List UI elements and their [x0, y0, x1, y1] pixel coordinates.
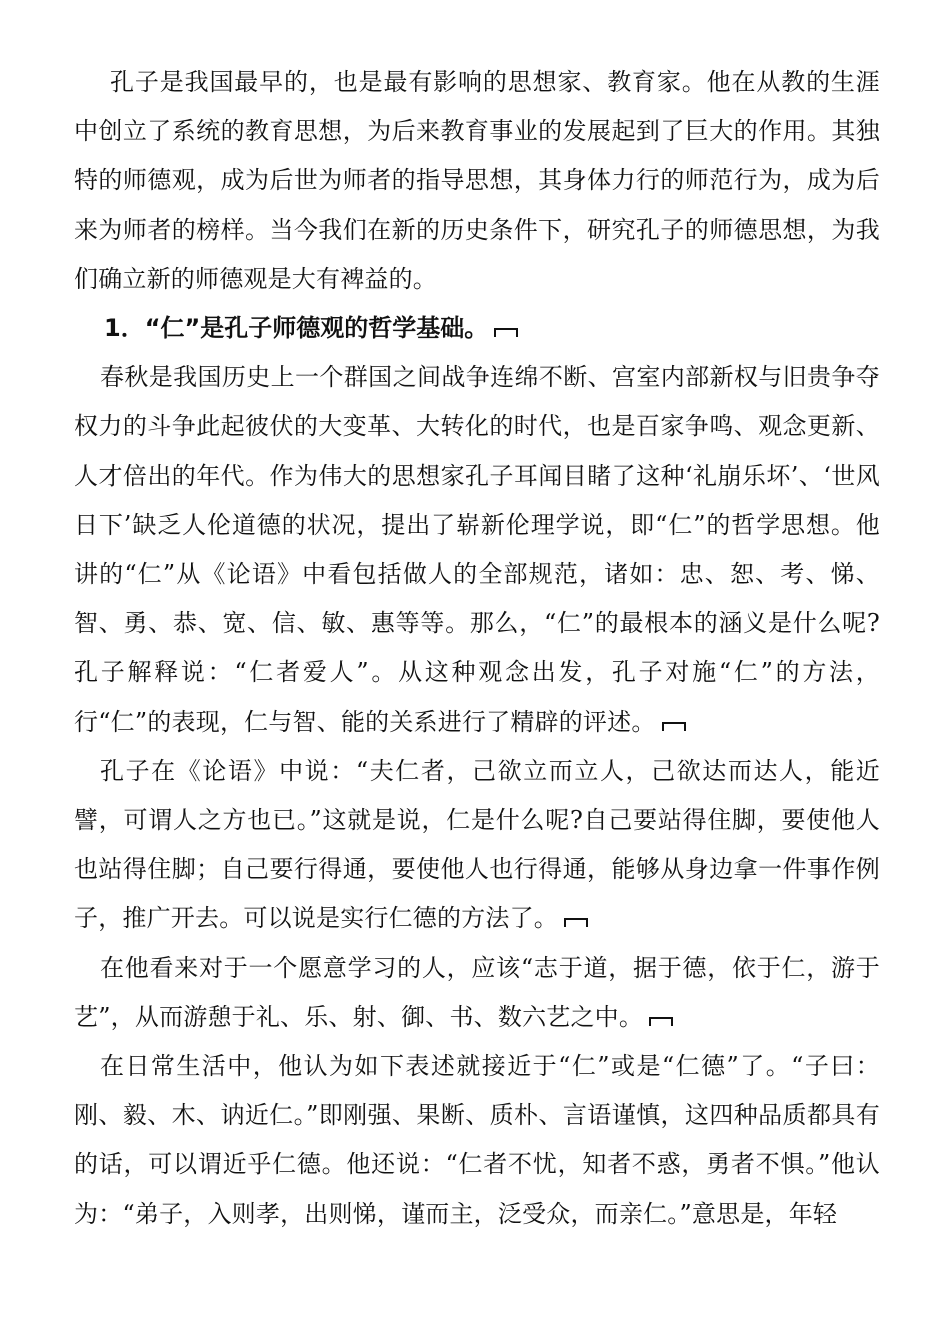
paragraph-learner: [74, 944, 880, 1042]
paragraph-learner-text: 在他看来对于一个愿意学习的人，应该“志于道，据于德，依于仁，游于艺”，从而游憩于礼、乐、射、御、书、数六艺之中。: [74, 953, 880, 1031]
paragraph-mark-icon: [662, 720, 686, 732]
paragraph-mark-icon: [494, 326, 518, 338]
paragraph-ren-background: [74, 353, 880, 747]
paragraph-ren-background-text: 春秋是我国历史上一个群国之间战争连绵不断、宫室内部新权与旧贵争夺权力的斗争此起彼伏的大变革、大转化的时代，也是百家争鸣、观念更新、人才倍出的年代。作为伟大的思想家孔子耳闻目睹了这种‘礼崩乐坏’、‘世风日下’缺乏人伦道德的状况，提出了崭新伦理学说，即“仁”的哲学思想。他讲的“仁”从《论语》中看包括做人的全部规范，诸如：忠、恕、考、悌、智、勇、恭、宽、信、敏、惠等等。那么，“仁”的最根本的涵义是什么呢?孔子解释说：“仁者爱人”。从这种观念出发，孔子对施“仁”的方法，行“仁”的表现，仁与智、能的关系进行了精辟的评述。: [74, 363, 880, 736]
paragraph-mark-icon: [564, 916, 588, 928]
paragraph-ren-method: [74, 747, 880, 944]
paragraph-mark-icon: [649, 1015, 673, 1027]
paragraph-intro: [74, 58, 880, 304]
paragraph-daily-life: [74, 1042, 880, 1239]
paragraph-daily-life-text: 在日常生活中，他认为如下表述就接近于“仁”或是“仁德”了。“子曰：刚、毅、木、讷近仁。”即刚强、果断、质朴、言语谨慎，这四种品质都具有的话，可以谓近乎仁德。他还说：“仁者不忧，知者不惑，勇者不惧。”他认为：“弟子，入则孝，出则悌，谨而主，泛受众，而亲仁。”意思是，年轻: [74, 1052, 880, 1228]
section-heading-1-text: 1．“仁”是孔子师德观的哲学基础。: [104, 314, 489, 343]
paragraph-ren-method-text: 孔子在《论语》中说：“夫仁者，己欲立而立人，己欲达而达人，能近譬，可谓人之方也已。”这就是说，仁是什么呢?自己要站得住脚，要使他人也站得住脚；自己要行得通，要使他人也行得通，能够从身边拿一件事作例子，推广开去。可以说是实行仁德的方法了。: [74, 756, 880, 933]
paragraph-intro-text: 孔子是我国最早的，也是最有影响的思想家、教育家。他在从教的生涯中创立了系统的教育思想，为后来教育事业的发展起到了巨大的作用。其独特的师德观，成为后世为师者的指导思想，其身体力行的师范行为，成为后来为师者的榜样。当今我们在新的历史条件下，研究孔子的师德思想，为我们确立新的师德观是大有裨益的。: [74, 68, 880, 293]
document-page: [74, 58, 880, 1239]
section-heading-1: [74, 304, 880, 353]
